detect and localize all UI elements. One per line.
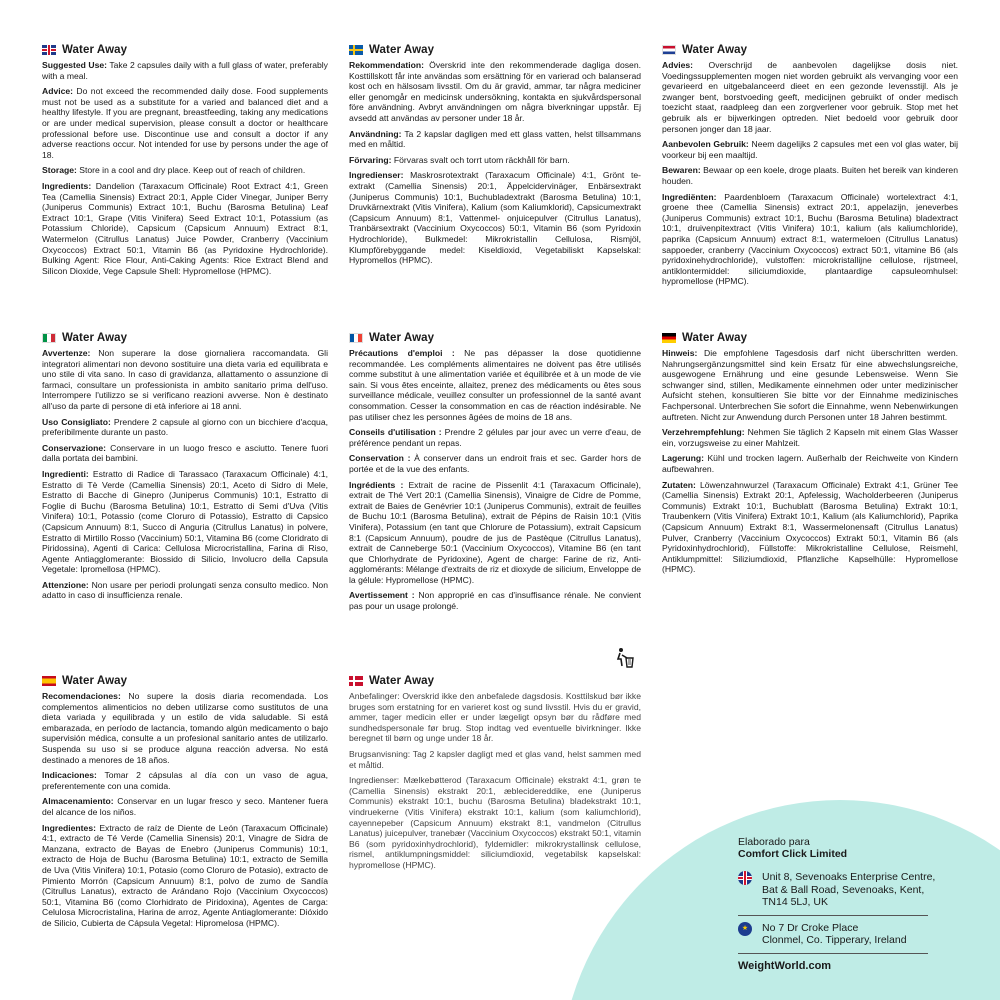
paragraph-text: Brugsanvisning: Tag 2 kapsler dagligt med et glas vand, helst sammen med et måltid. xyxy=(349,748,641,770)
paragraph-label: Ingredientes: xyxy=(42,822,96,833)
paragraph-label: Ingredienti: xyxy=(42,468,89,479)
product-title: Water Away xyxy=(369,44,435,56)
address-uk xyxy=(738,871,988,909)
paragraph-label: Lagerung: xyxy=(662,453,705,464)
paragraph-label: Ingrédients : xyxy=(349,479,404,490)
header-es xyxy=(42,675,328,687)
paragraph-text: Kühl und trocken lagern. Außerhalb der Reichweite von Kindern aufbewahren. xyxy=(662,453,958,474)
paragraph-text: Non superare la dose giornaliera raccomandata. Gli integratori alimentari non devono sostituire una dieta varia ed equilibrata e uno stile di vita sano. In caso di gravidanza, allattamento o assunzione di farmaci, consultare un professionista in ambito sanitario prima dell'uso. Interrompere l'utilizzo se si verificano reazioni avverse. Non è destinato all'uso da parte di persone di età inferiore ai 18 anni. xyxy=(42,348,328,411)
paragraph xyxy=(662,139,958,160)
paragraph xyxy=(42,770,328,791)
paragraph-label: Attenzione: xyxy=(42,579,89,590)
paragraph-label: Användning: xyxy=(349,128,402,139)
paragraph-text: Nehmen Sie täglich 2 Kapseln mit einem Glas Wasser ein, vorzugsweise zu einer Mahlzeit. xyxy=(662,427,958,448)
paragraph-text: Prendre 2 gélules par jour avec un verre d'eau, de préférence pendant un repas. xyxy=(349,427,641,448)
section-se xyxy=(349,44,641,304)
uk-round-flag-icon xyxy=(738,871,752,885)
paragraph xyxy=(42,580,328,601)
header-dk xyxy=(349,675,641,687)
paragraph-text: Take 2 capsules daily with a full glass of water, preferably with a meal. xyxy=(42,60,328,81)
paragraph-text: À conserver dans un endroit frais et sec. Garder hors de portée et de la vue des enfants. xyxy=(349,453,641,474)
paragraph-label: Bewaren: xyxy=(662,165,701,176)
paragraph-label: Advies: xyxy=(662,60,694,70)
paragraph-label: Storage: xyxy=(42,165,77,176)
product-title: Water Away xyxy=(369,332,435,344)
paragraph-text: Extrait de racine de Pissenlit 4:1 (Taraxacum Officinale), extrait de Thé Vert 20:1 (Camellia Sinensis), Vinaigre de Cidre de Pomme, extrait de Baies de Genévrier 10:1 (Juniperus Communis), extrait de feuilles de Buchu 10:1 (Barosma Betulina), extrait de Pépins de Raisin 10:1 (Vitis Vinifera), Potassium (en tant que Chlorure de Potassium), extrait Capsicum 8:1 (Capsicum Annuum), poudre de jus de Pastèque (Citrullus Lanatus), extrait de Canneberge 50:1 (Vaccinium Oxycoccos), Vitamine B6 (en tant que Chlorhydrate de Pyridoxine), Agent de charge: Farine de riz, Anti-agglomérants: Mélange d'extraits de riz et dioxyde de silicium, Enveloppe de la gélule: Hypromellose (HPMC). xyxy=(349,479,641,585)
header-de xyxy=(662,332,958,344)
paragraph-label: Conseils d'utilisation : xyxy=(349,427,442,438)
paragraph-label: Suggested Use: xyxy=(42,60,108,70)
paragraph-text: Paardenbloem (Taraxacum Officinale) wortelextract 4:1, groene thee (Camellia Sinensis) extract 20:1, appelazijn, jeneverbes (Juniperus Communis) extract 10:1, Buchu (Barosma Betulina) bladextract 10:1, druivenpitextract (Vitis Vinifera) 10:1, kalium (als kaliumchloride), paprika (Capsicum Annuum) extract 8:1, watermeloen (Citrullus Lanatus) sappoeder, cranberry (Vaccinium Oxycoccos) extract 50:1, vitamine B6 (als pyridoxinehydrochloride), vulstoffen: microkristallijne cellulose, rijstmeel, antiklontermiddel: siliciumdioxide, plantaardige capsuleomhulsel: hypromellose (HPMC). xyxy=(662,191,958,287)
paragraph-text: Anbefalinger: Overskrid ikke den anbefalede dagsdosis. Kosttilskud bør ikke bruges som erstatning for en varieret kost og sund livsstil. Hvis du er gravid, ammer, tager medicin eller er under lægeligt opsyn bør du rådføre med sundhedspersonale før brug. Stop indtag ved eventuelle bivirkninger. Ikke beregnet til børn og unge under 18 år. xyxy=(349,691,641,744)
paragraph-text: Store in a cool and dry place. Keep out of reach of children. xyxy=(76,165,306,176)
paragraph xyxy=(349,453,641,474)
paragraph-label: Advice: xyxy=(42,86,74,97)
paragraph xyxy=(42,60,328,81)
paragraph-label: Conservation : xyxy=(349,453,411,464)
section-body xyxy=(42,60,328,276)
manufacturer-info xyxy=(738,836,988,972)
spain-flag-icon xyxy=(42,676,56,686)
paragraph-label: Avvertenze: xyxy=(42,348,91,358)
paragraph xyxy=(349,480,641,586)
paragraph-label: Ingredienser: xyxy=(349,170,404,181)
header-fr xyxy=(349,332,641,344)
product-title: Water Away xyxy=(62,332,128,344)
paragraph-text: Maskrosrotextrakt (Taraxacum Officinale) 4:1, Grönt te-extrakt (Camellia Sinensis) 20:1, Äppelcidervinäger, Enbärsextrakt (Juniperus Communis) 10:1, Buchubladextrakt (Barosma Betulina) 10:1, Druvkärnextrakt (Vitis Vinifera), Kalium (som Kaliumklorid), Capsicumextrakt (Capsicum Annuum) 8:1, Vattenmel- onjuicepulver (Citrullus Lanatus), Tranbärsextrakt (Vaccinium Oxycoccos) 50:1, Vitamin B6 (som Pyridoxin Hydrochloride), Bulkmedel: Mikrokristallin Cellulosa, Rismjöl, Klumpförebyggande medel: Kiseldioxid, Vegetabiliskt Kapselskal: Hypromellos (HPMC). xyxy=(349,170,641,266)
product-title: Water Away xyxy=(369,675,435,687)
paragraph-text: Löwenzahnwurzel (Taraxacum Officinale) Extrakt 4:1, Grüner Tee (Camellia Sinensis) Extrakt 20:1, Apfelessig, Wacholderbeeren (Juniperus Communis) Extrakt 10:1, Buchublatt (Barosma Betulina) Extrakt 10:1, Traubenkern (Vitis Vinifera) Extrakt 10:1, Kalium (als Kaliumchlorid), Paprika (Capsicum Annuum) Extrakt 8:1, Wassermelonensaft (Citrullus Lanatus) Pulver, Cranberry (Vaccinium Oxycoccos) Extrakt 50:1, Vitamin B6 (als Pyridoxinhydrochlorid), Füllstoffe: Mikrokristalline Cellulose, Reismehl, Antiklumpmittel: Siliziumdioxid, Pflanzliche Kapselhülle: Hypromellose (HPMC). xyxy=(662,479,958,575)
germany-flag-icon xyxy=(662,333,676,343)
paragraph-text: Överskrid inte den rekommenderade dagliga dosen. Kosttillskott får inte användas som ersättning för en varierad och balanserad kost och en hälsosam livsstil. Om du är gravid, ammar, tar några mediciner eller genomgår en medicinsk undersökning, kontakta en sjukvårdspersonal före användning. Avbryt användningen om några biverkningar uppstår. Ej avsedd att användas av personer under 18 år. xyxy=(349,60,641,123)
paragraph xyxy=(349,427,641,448)
paragraph-text: Do not exceed the recommended daily dose. Food supplements must not be used as a substitute for a varied and balanced diet and a healthy lifestyle. If you are pregnant, breastfeeding, taking any medications or are under medical supervision, please consult a doctor or healthcare professional before use. Discontinue use and consult a doctor if any adverse reactions occur. Not intended for use by persons under the age of 18. xyxy=(42,86,328,160)
paragraph-label: Verzehrempfehlung: xyxy=(662,427,745,438)
section-body xyxy=(349,348,641,612)
address-line: Unit 8, Sevenoaks Enterprise Centre, xyxy=(762,871,936,883)
paragraph-text: Extracto de raíz de Diente de León (Taraxacum Officinale) 4:1, extracto de Té Verde (Camellia Sinensis) 20:1, Vinagre de Sidra de Manzana, extracto de Bayas de Enebro (Juniperus Communis) 10:1, extracto de Hoja de Buchu (Barosma Betulina) 10:1, extracto de Semilla de Uva (Vitis Vinifera) 10:1, Potasio (como Cloruro de Potasio), extracto de Pimiento Morrón (Capsicum Annuum) 8:1, polvo de zumo de Sandía (Citrullus Lanatus), extracto de Arándano Rojo (Vaccinium Oxycoccos) 50:1, Vitamina B6 (como Clorhidrato de Piridoxina), Agentes de Carga: Celulosa Microcristalina, Harina de arroz, Agente Antiaglomerante: Dióxido de Silicio, Cubierta de Cápsula Vegetal: Hipromelosa (HPMC). xyxy=(42,822,328,928)
paragraph xyxy=(662,453,958,474)
divider xyxy=(738,953,928,954)
italy-flag-icon xyxy=(42,333,56,343)
paragraph-label: Précautions d'emploi : xyxy=(349,348,455,358)
section-nl xyxy=(662,44,958,314)
section-es xyxy=(42,675,328,975)
paragraph-text: Non approprié en cas d'insuffisance rénale. Ne convient pas pour un usage prolongé. xyxy=(349,590,641,612)
paragraph xyxy=(42,348,328,412)
paragraph-label: Hinweis: xyxy=(662,348,698,358)
product-title: Water Away xyxy=(682,44,748,56)
paragraph-text: Ta 2 kapslar dagligen med ett glass vatten, helst tillsammans med en måltid. xyxy=(349,128,641,150)
address-eu xyxy=(738,922,988,947)
paragraph xyxy=(42,823,328,929)
section-body xyxy=(42,691,328,928)
section-body xyxy=(349,60,641,266)
tidyman-recycle-icon xyxy=(613,646,637,670)
paragraph xyxy=(42,181,328,276)
header-it xyxy=(42,332,328,344)
product-title: Water Away xyxy=(62,675,128,687)
paragraph-text: Tomar 2 cápsulas al día con un vaso de agua, preferentemente con una comida. xyxy=(42,770,328,791)
paragraph-text: Estratto di Radice di Tarassaco (Taraxacum Officinale) 4:1, Estratto di Tè Verde (Camellia Sinensis) 20:1, Aceto di Sidro di Mele, Estratto di Bacche di Ginepro (Juniperus Communis) 10:1, Estratto di Foglie di Buchu (Barosma Betulina) 10:1, Estratto di Semi d'Uva (Vitis Vinifera) 10:1, Potassio (come Cloruro di Potassio), Estratto di Capsico (Capsicum Annuum) 8:1, Succo di Anguria (Citrullus Lanatus) in polvere, Estratto di Mirtillo Rosso (Vaccinium) 50:1, Vitamina B6 (come Cloridrato di Piridossina), Agenti di Carica: Cellulosa Microcristallina, Farina di Riso, Agente Antiagglomerante: Biossido di Silicio, Involucro della Capsula Vegetale: Ipromellosa (HPMC). xyxy=(42,468,328,575)
header-se xyxy=(349,44,641,56)
sweden-flag-icon xyxy=(349,45,363,55)
paragraph xyxy=(349,749,641,770)
company-name: Comfort Click Limited xyxy=(738,848,848,860)
paragraph-text: Ne pas dépasser la dose quotidienne recommandée. Les compléments alimentaires ne doivent pas être utilisés comme substitut à une alimentation variée et équilibrée et à un mode de vie sain. Si vous êtes enceinte, allaitez, prenez des médicaments ou êtes sous surveillance médicale, veuillez consulter un professionnel de la santé avant consommation. Cesser la consommation en cas de réaction indésirable. Ne pas utiliser chez les personnes âgées de moins de 18 ans. xyxy=(349,348,641,422)
divider xyxy=(738,915,928,916)
website-link[interactable]: WeightWorld.com xyxy=(738,959,832,972)
paragraph xyxy=(349,590,641,611)
header-en xyxy=(42,44,328,56)
paragraph-text: Overschrijd de aanbevolen dagelijkse dosis niet. Voedingssupplementen mogen niet worden gebruikt als vervanging voor een gevarieerd en uitgebalanceerd dieet en een gezonde levensstijl. Als je zwanger bent, borstvoeding geeft, medicijnen gebruikt of onder medisch toezicht staat, raadpleeg dan een zorgverlener voor gebruik. Stop met het gebruik als er bijwerkingen optreden. Niet bedoeld voor gebruik door personen jonger dan 18 jaar. xyxy=(662,60,958,134)
paragraph-text: Dandelion (Taraxacum Officinale) Root Extract 4:1, Green Tea (Camellia Sinensis) Extract 20:1, Apple Cider Vinegar, Juniper Berry (Juniperus Communis) Extract 10:1, Buchu (Barosma Betulina) Leaf Extract 10:1, Grape (Vitis Vinifera) Seed Extract 10:1, Potassium (as Potassium Chloride), Capsicum (Capsicum Annuum) Extract 8:1, Watermelon (Citrullus Lanatus) Juice Powder, Cranberry (Vaccinium Oxycoccos) Extract 50:1, Vitamin B6 (as Pyridoxine Hydrochloride). Bulking Agent: Rice Flour, Anti-Caking Agents: Rice Extract Blend and Silicon Dioxide, Vege Capsule Shell: Hypromellose (HPMC). xyxy=(42,180,328,276)
paragraph xyxy=(662,165,958,186)
address-line: No 7 Dr Croke Place xyxy=(762,921,859,934)
paragraph-label: Avertissement : xyxy=(349,590,415,601)
paragraph xyxy=(42,165,328,176)
paragraph-label: Ingrediënten: xyxy=(662,191,717,202)
paragraph xyxy=(349,348,641,422)
uk-flag-icon xyxy=(42,45,56,55)
paragraph xyxy=(349,691,641,744)
paragraph-label: Förvaring: xyxy=(349,154,392,165)
paragraph-label: Uso Consigliato: xyxy=(42,416,111,427)
paragraph-label: Ingredients: xyxy=(42,180,92,191)
paragraph-label: Indicaciones: xyxy=(42,770,97,781)
paragraph-label: Recomendaciones: xyxy=(42,691,121,701)
address-line: Bat & Ball Road, Sevenoaks, Kent, xyxy=(762,883,925,896)
paragraph-text: No supere la dosis diaria recomendada. Los complementos alimenticios no deben utilizarse como sustitutos de una dieta variada y equilibrada y un estilo de vida saludable. Si está embarazada, en período de lactancia, tomando algún medicamento o bajo supervisión médica, consulte a un profesional sanitario antes de utilizarlo. Suspenda su uso si se produce alguna reacción adversa. No está destinado a menores de 18 años. xyxy=(42,691,328,765)
paragraph-label: Almacenamiento: xyxy=(42,796,114,807)
paragraph-text: Die empfohlene Tagesdosis darf nicht überschritten werden. Nahrungsergänzungsmittel sind kein Ersatz für eine abwechslungsreiche, ausgewogene Ernährung und eine gesunde Lebensweise. Wenn Sie schwanger sind, stillen, Medikamente einnehmen oder unter medizinischer Aufsicht stehen, konsultieren Sie bitte vor der Einnahme medizinisches Fachpersonal. Unterbrechen Sie sofort die Einnahme, wenn Nebenwirkungen auftreten. Nicht zur Anwendung durch Personen unter 18 Jahren bestimmt. xyxy=(662,348,958,422)
paragraph-text: Förvaras svalt och torrt utom räckhåll för barn. xyxy=(391,154,570,165)
prepared-for-label: Elaborado para xyxy=(738,836,810,848)
paragraph xyxy=(349,60,641,124)
paragraph xyxy=(662,192,958,287)
paragraph xyxy=(349,775,641,870)
section-en xyxy=(42,44,328,324)
paragraph xyxy=(42,86,328,160)
paragraph-text: Neem dagelijks 2 capsules met een vol glas water, bij voorkeur bij een maaltijd. xyxy=(662,139,958,160)
section-body xyxy=(42,348,328,601)
paragraph xyxy=(662,480,958,575)
paragraph-text: Conservare in un luogo fresco e asciutto. Tenere fuori dalla portata dei bambini. xyxy=(42,442,328,464)
address-line: TN14 5LJ, UK xyxy=(762,896,828,908)
header-nl xyxy=(662,44,958,56)
paragraph-label: Aanbevolen Gebruik: xyxy=(662,139,749,150)
paragraph xyxy=(349,155,641,166)
eu-flag-icon xyxy=(738,922,752,936)
paragraph xyxy=(662,427,958,448)
paragraph xyxy=(42,691,328,765)
paragraph xyxy=(349,170,641,265)
section-body xyxy=(662,348,958,575)
paragraph xyxy=(349,129,641,150)
paragraph xyxy=(662,60,958,134)
product-title: Water Away xyxy=(62,44,128,56)
paragraph-text: Prendere 2 capsule al giorno con un bicchiere d'acqua, preferibilmente durante un pasto. xyxy=(42,416,328,438)
paragraph-label: Rekommendation: xyxy=(349,60,424,70)
section-it xyxy=(42,332,328,642)
paragraph-label: Conservazione: xyxy=(42,442,106,453)
paragraph xyxy=(42,469,328,575)
denmark-flag-icon xyxy=(349,676,363,686)
address-line: Clonmel, Co. Tipperary, Ireland xyxy=(762,934,907,946)
paragraph xyxy=(662,348,958,422)
section-dk xyxy=(349,675,641,895)
paragraph xyxy=(42,796,328,817)
paragraph-text: Non usare per periodi prolungati senza consulto medico. Non adatto in caso di insufficienza renale. xyxy=(42,579,328,601)
france-flag-icon xyxy=(349,333,363,343)
paragraph-text: Conservar en un lugar fresco y seco. Mantener fuera del alcance de los niños. xyxy=(42,796,328,817)
paragraph xyxy=(42,417,328,438)
section-body xyxy=(662,60,958,287)
paragraph-label: Zutaten: xyxy=(662,479,696,490)
section-de xyxy=(662,332,958,642)
paragraph-text: Ingredienser: Mælkebøtterod (Taraxacum Officinale) ekstrakt 4:1, grøn te (Camellia Sinensis) ekstrakt 20:1, æblecidereddike, ene (Juniperus Communis) ekstrakt 10:1, buchu (Barosma Betulina) bladekstrakt 10:1, vindruekerne (Vitis Vinifera) ekstrakt 10:1, kalium (som kaliumchlorid), cayennepeber (Capsicum Annuum) ekstrakt 8:1, vandmelon (Citrullus Lanatus) juicepulver, tranebær (Vaccinium Oxycoccos) ekstrakt 50:1, vitamin B6 (som pyridoxinhydrochlorid), fyldemidler: mikrokrystallinsk cellulose, rismel, antiklumpningsmiddel: siliciumdioxid, vegetabilsk kapselskal: hypromellose (HPMC). xyxy=(349,775,641,870)
product-title: Water Away xyxy=(682,332,748,344)
section-fr xyxy=(349,332,641,657)
paragraph xyxy=(42,443,328,464)
section-body xyxy=(349,691,641,871)
netherlands-flag-icon xyxy=(662,45,676,55)
paragraph-text: Bewaar op een koele, droge plaats. Buiten het bereik van kinderen houden. xyxy=(662,165,958,186)
